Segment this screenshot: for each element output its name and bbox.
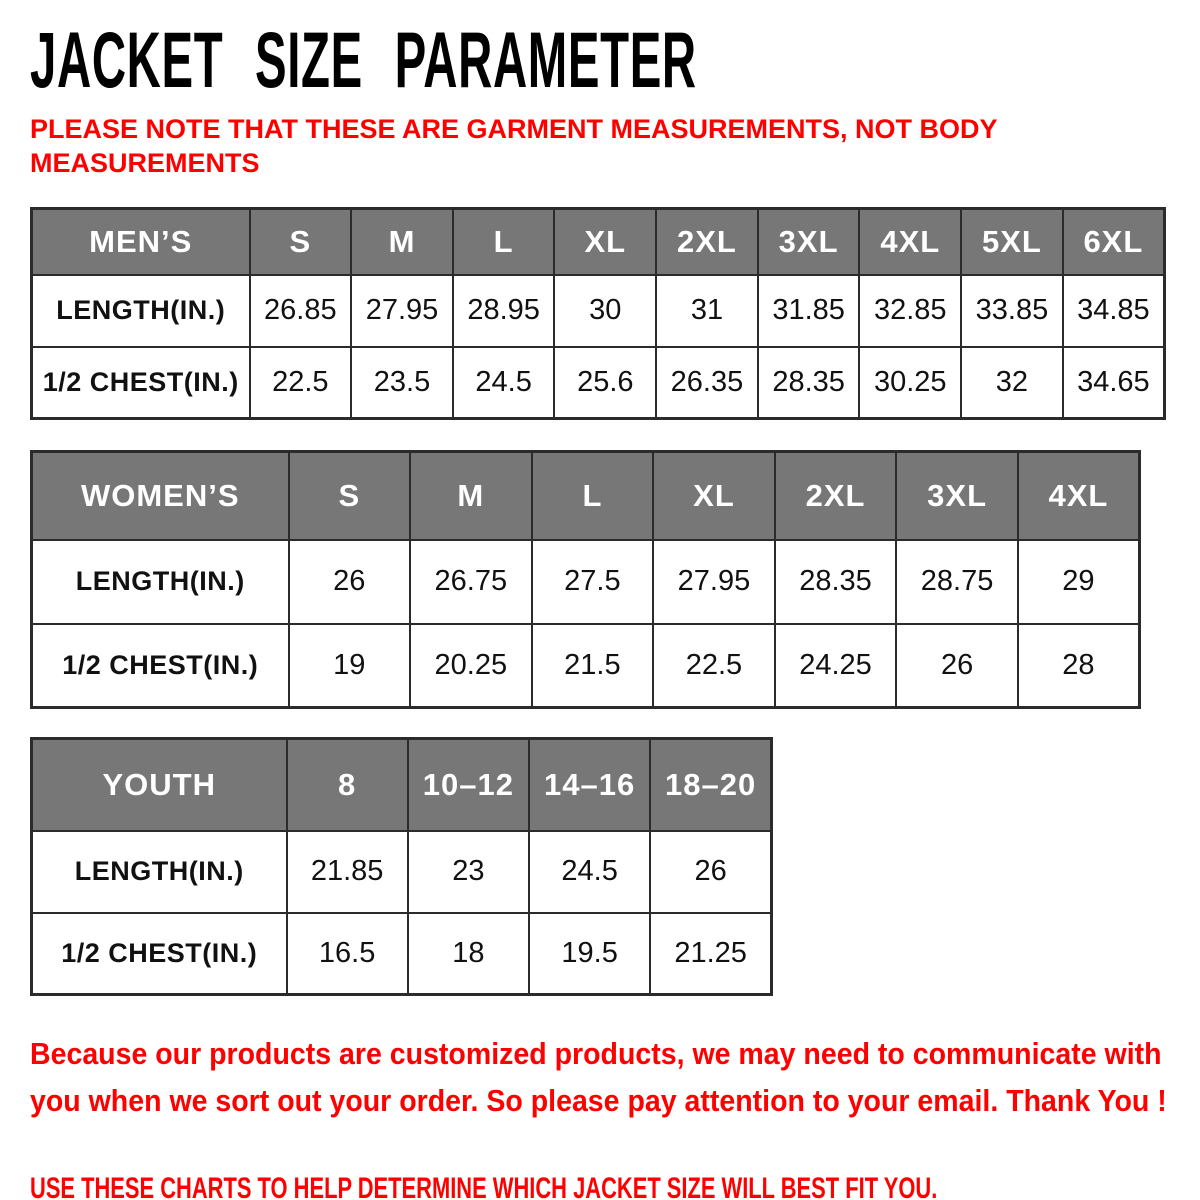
value-cell: 24.25 xyxy=(775,624,897,708)
size-header-cell: L xyxy=(532,452,654,540)
value-cell: 22.5 xyxy=(653,624,775,708)
mens-table-title: MEN’S xyxy=(32,209,250,275)
youth-header-row xyxy=(32,739,772,831)
youth-length-row xyxy=(32,831,772,913)
womens-size-table xyxy=(30,450,1141,709)
value-cell: 26.35 xyxy=(656,347,758,419)
youth-size-table xyxy=(30,737,773,996)
value-cell: 34.65 xyxy=(1063,347,1165,419)
size-header-cell: 8 xyxy=(287,739,408,831)
value-cell: 20.25 xyxy=(410,624,532,708)
value-cell: 28.35 xyxy=(775,540,897,624)
womens-header-row xyxy=(32,452,1140,540)
size-header-cell: XL xyxy=(554,209,656,275)
row-label-cell: LENGTH(IN.) xyxy=(32,831,287,913)
value-cell: 28.75 xyxy=(896,540,1018,624)
value-cell: 29 xyxy=(1018,540,1140,624)
value-cell: 23 xyxy=(408,831,529,913)
size-header-cell: 6XL xyxy=(1063,209,1165,275)
size-header-cell: M xyxy=(410,452,532,540)
mens-header-row xyxy=(32,209,1165,275)
value-cell: 16.5 xyxy=(287,913,408,995)
value-cell: 27.5 xyxy=(532,540,654,624)
youth-table-title: YOUTH xyxy=(32,739,287,831)
value-cell: 26 xyxy=(289,540,411,624)
mens-length-row xyxy=(32,275,1165,347)
value-cell: 31.85 xyxy=(758,275,860,347)
size-header-cell: 2XL xyxy=(656,209,758,275)
size-header-cell: 3XL xyxy=(896,452,1018,540)
row-label-cell: 1/2 CHEST(IN.) xyxy=(32,913,287,995)
size-header-cell: L xyxy=(453,209,555,275)
mens-chest-row xyxy=(32,347,1165,419)
size-header-cell: 3XL xyxy=(758,209,860,275)
value-cell: 26 xyxy=(896,624,1018,708)
value-cell: 30 xyxy=(554,275,656,347)
value-cell: 19 xyxy=(289,624,411,708)
value-cell: 23.5 xyxy=(351,347,453,419)
womens-table-title: WOMEN’S xyxy=(32,452,289,540)
size-header-cell: 5XL xyxy=(961,209,1063,275)
value-cell: 28.95 xyxy=(453,275,555,347)
value-cell: 18 xyxy=(408,913,529,995)
size-header-cell: XL xyxy=(653,452,775,540)
value-cell: 34.85 xyxy=(1063,275,1165,347)
row-label-cell: 1/2 CHEST(IN.) xyxy=(32,624,289,708)
value-cell: 27.95 xyxy=(653,540,775,624)
size-header-cell: 4XL xyxy=(859,209,961,275)
value-cell: 30.25 xyxy=(859,347,961,419)
row-label-cell: LENGTH(IN.) xyxy=(32,275,250,347)
value-cell: 32 xyxy=(961,347,1063,419)
row-label-cell: 1/2 CHEST(IN.) xyxy=(32,347,250,419)
value-cell: 24.5 xyxy=(453,347,555,419)
value-cell: 21.85 xyxy=(287,831,408,913)
page-title: JACKET SIZE PARAMETER xyxy=(30,15,697,104)
customization-notice: Because our products are customized products, we may need to communicate with you when we sort out your order. So please pay attention to your email. Thank You ! xyxy=(30,1036,1167,1118)
value-cell: 27.95 xyxy=(351,275,453,347)
size-header-cell: 4XL xyxy=(1018,452,1140,540)
value-cell: 26.75 xyxy=(410,540,532,624)
garment-measurement-note: PLEASE NOTE THAT THESE ARE GARMENT MEASUREMENTS, NOT BODY MEASUREMENTS xyxy=(30,114,998,178)
size-header-cell: 10–12 xyxy=(408,739,529,831)
size-header-cell: 14–16 xyxy=(529,739,650,831)
size-header-cell: 2XL xyxy=(775,452,897,540)
youth-chest-row xyxy=(32,913,772,995)
value-cell: 21.5 xyxy=(532,624,654,708)
value-cell: 22.5 xyxy=(250,347,352,419)
value-cell: 26 xyxy=(650,831,771,913)
size-header-cell: M xyxy=(351,209,453,275)
value-cell: 19.5 xyxy=(529,913,650,995)
womens-chest-row xyxy=(32,624,1140,708)
value-cell: 31 xyxy=(656,275,758,347)
value-cell: 26.85 xyxy=(250,275,352,347)
mens-size-table xyxy=(30,207,1166,420)
womens-length-row xyxy=(32,540,1140,624)
size-header-cell: S xyxy=(289,452,411,540)
value-cell: 28.35 xyxy=(758,347,860,419)
value-cell: 21.25 xyxy=(650,913,771,995)
value-cell: 28 xyxy=(1018,624,1140,708)
chart-usage-note: USE THESE CHARTS TO HELP DETERMINE WHICH JACKET SIZE WILL BEST FIT YOU. xyxy=(30,1172,938,1200)
value-cell: 33.85 xyxy=(961,275,1063,347)
size-header-cell: 18–20 xyxy=(650,739,771,831)
size-header-cell: S xyxy=(250,209,352,275)
value-cell: 32.85 xyxy=(859,275,961,347)
row-label-cell: LENGTH(IN.) xyxy=(32,540,289,624)
value-cell: 25.6 xyxy=(554,347,656,419)
value-cell: 24.5 xyxy=(529,831,650,913)
